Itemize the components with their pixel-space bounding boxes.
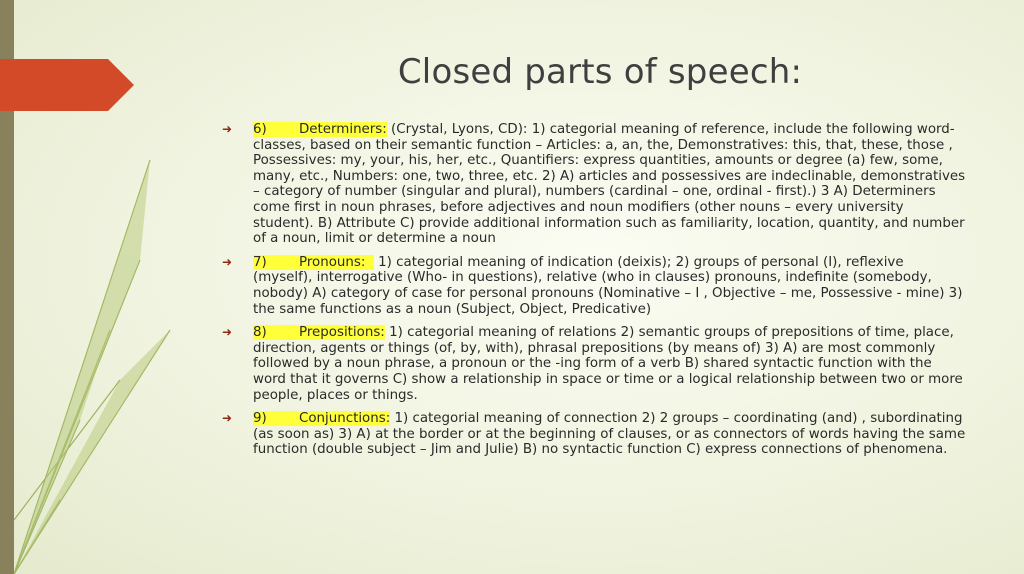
item-term: Pronouns:	[299, 254, 374, 270]
item-body: 1) categorial meaning of indication (deixis); 2) groups of personal (I), reflexive (myself), interrogative (Who- in questions), relative (who in clauses) pronouns, indefinite (somebody, nobody) A) category of case for personal pronouns (Nominative – I , Objective – me, Possessive - mine) 3) the same functions as a noun (Subject, Object, Predicative)	[253, 254, 963, 317]
arrow-bullet-icon: ➜	[222, 325, 233, 340]
item-text	[253, 411, 967, 458]
list-item-conjunctions	[222, 411, 967, 458]
list-item-determiners	[222, 122, 967, 247]
item-number: 6)	[253, 122, 267, 137]
item-text	[253, 255, 967, 317]
item-text	[253, 325, 967, 403]
item-body: (Crystal, Lyons, CD): 1) categorial meaning of reference, include the following word-classes, based on their semantic function – Articles: a, an, the, Demonstratives: this, that, these, those , Possessives: my, your, his, her, etc., Quantifiers: express quantities, amounts or degree (a) few, some, many, etc., Numbers: one, two, three, etc. 2) A) articles and possessives are indeclinable, demonstratives – category of number (singular and plural), numbers (cardinal – one, ordinal - first).) 3 A) Determiners come first in noun phrases, before adjectives and noun modifiers (other nouns – every university student). B) Attribute C) provide additional information such as familiarity, location, quantity, and number of a noun, limit or determine a noun	[253, 122, 966, 247]
item-body: 1) categorial meaning of relations 2) semantic groups of prepositions of time, place, direction, agents or things (of, by, with), phrasal prepositions (by means of) 3) A) are most commonly followed by a noun phrase, a pronoun or the -ing form of a verb B) shared syntactic function with the word that it governs C) show a relationship in space or time or a logical relationship between two or more people, places or things.	[253, 325, 963, 403]
item-term: Prepositions:	[299, 325, 385, 341]
item-highlight	[253, 325, 385, 340]
item-highlight	[253, 255, 374, 270]
list-item-prepositions	[222, 325, 967, 403]
arrow-bullet-icon: ➜	[222, 122, 233, 136]
list-item-pronouns	[222, 255, 967, 317]
item-number: 7)	[253, 254, 267, 270]
item-number: 8)	[253, 325, 267, 341]
slide-title: Closed parts of speech:	[397, 52, 803, 92]
item-term: Conjunctions:	[299, 411, 391, 427]
arrow-bullet-icon: ➜	[222, 254, 233, 269]
item-term: Determiners:	[299, 122, 387, 137]
item-body: 1) categorial meaning of connection 2) 2 groups – coordinating (and) , subordinating (as soon as) 3) A) at the border or at the beginning of clauses, or as connectors of words having the same function (double subject – Jim and Julie) B) no syntactic function C) express connections of phenomena.	[253, 411, 966, 458]
item-text	[253, 122, 967, 247]
item-number: 9)	[253, 411, 267, 427]
item-highlight	[253, 411, 390, 426]
arrow-bullet-icon: ➜	[222, 411, 233, 426]
content-list	[222, 122, 967, 466]
title-accent-arrow	[0, 59, 134, 111]
item-highlight	[253, 122, 387, 137]
